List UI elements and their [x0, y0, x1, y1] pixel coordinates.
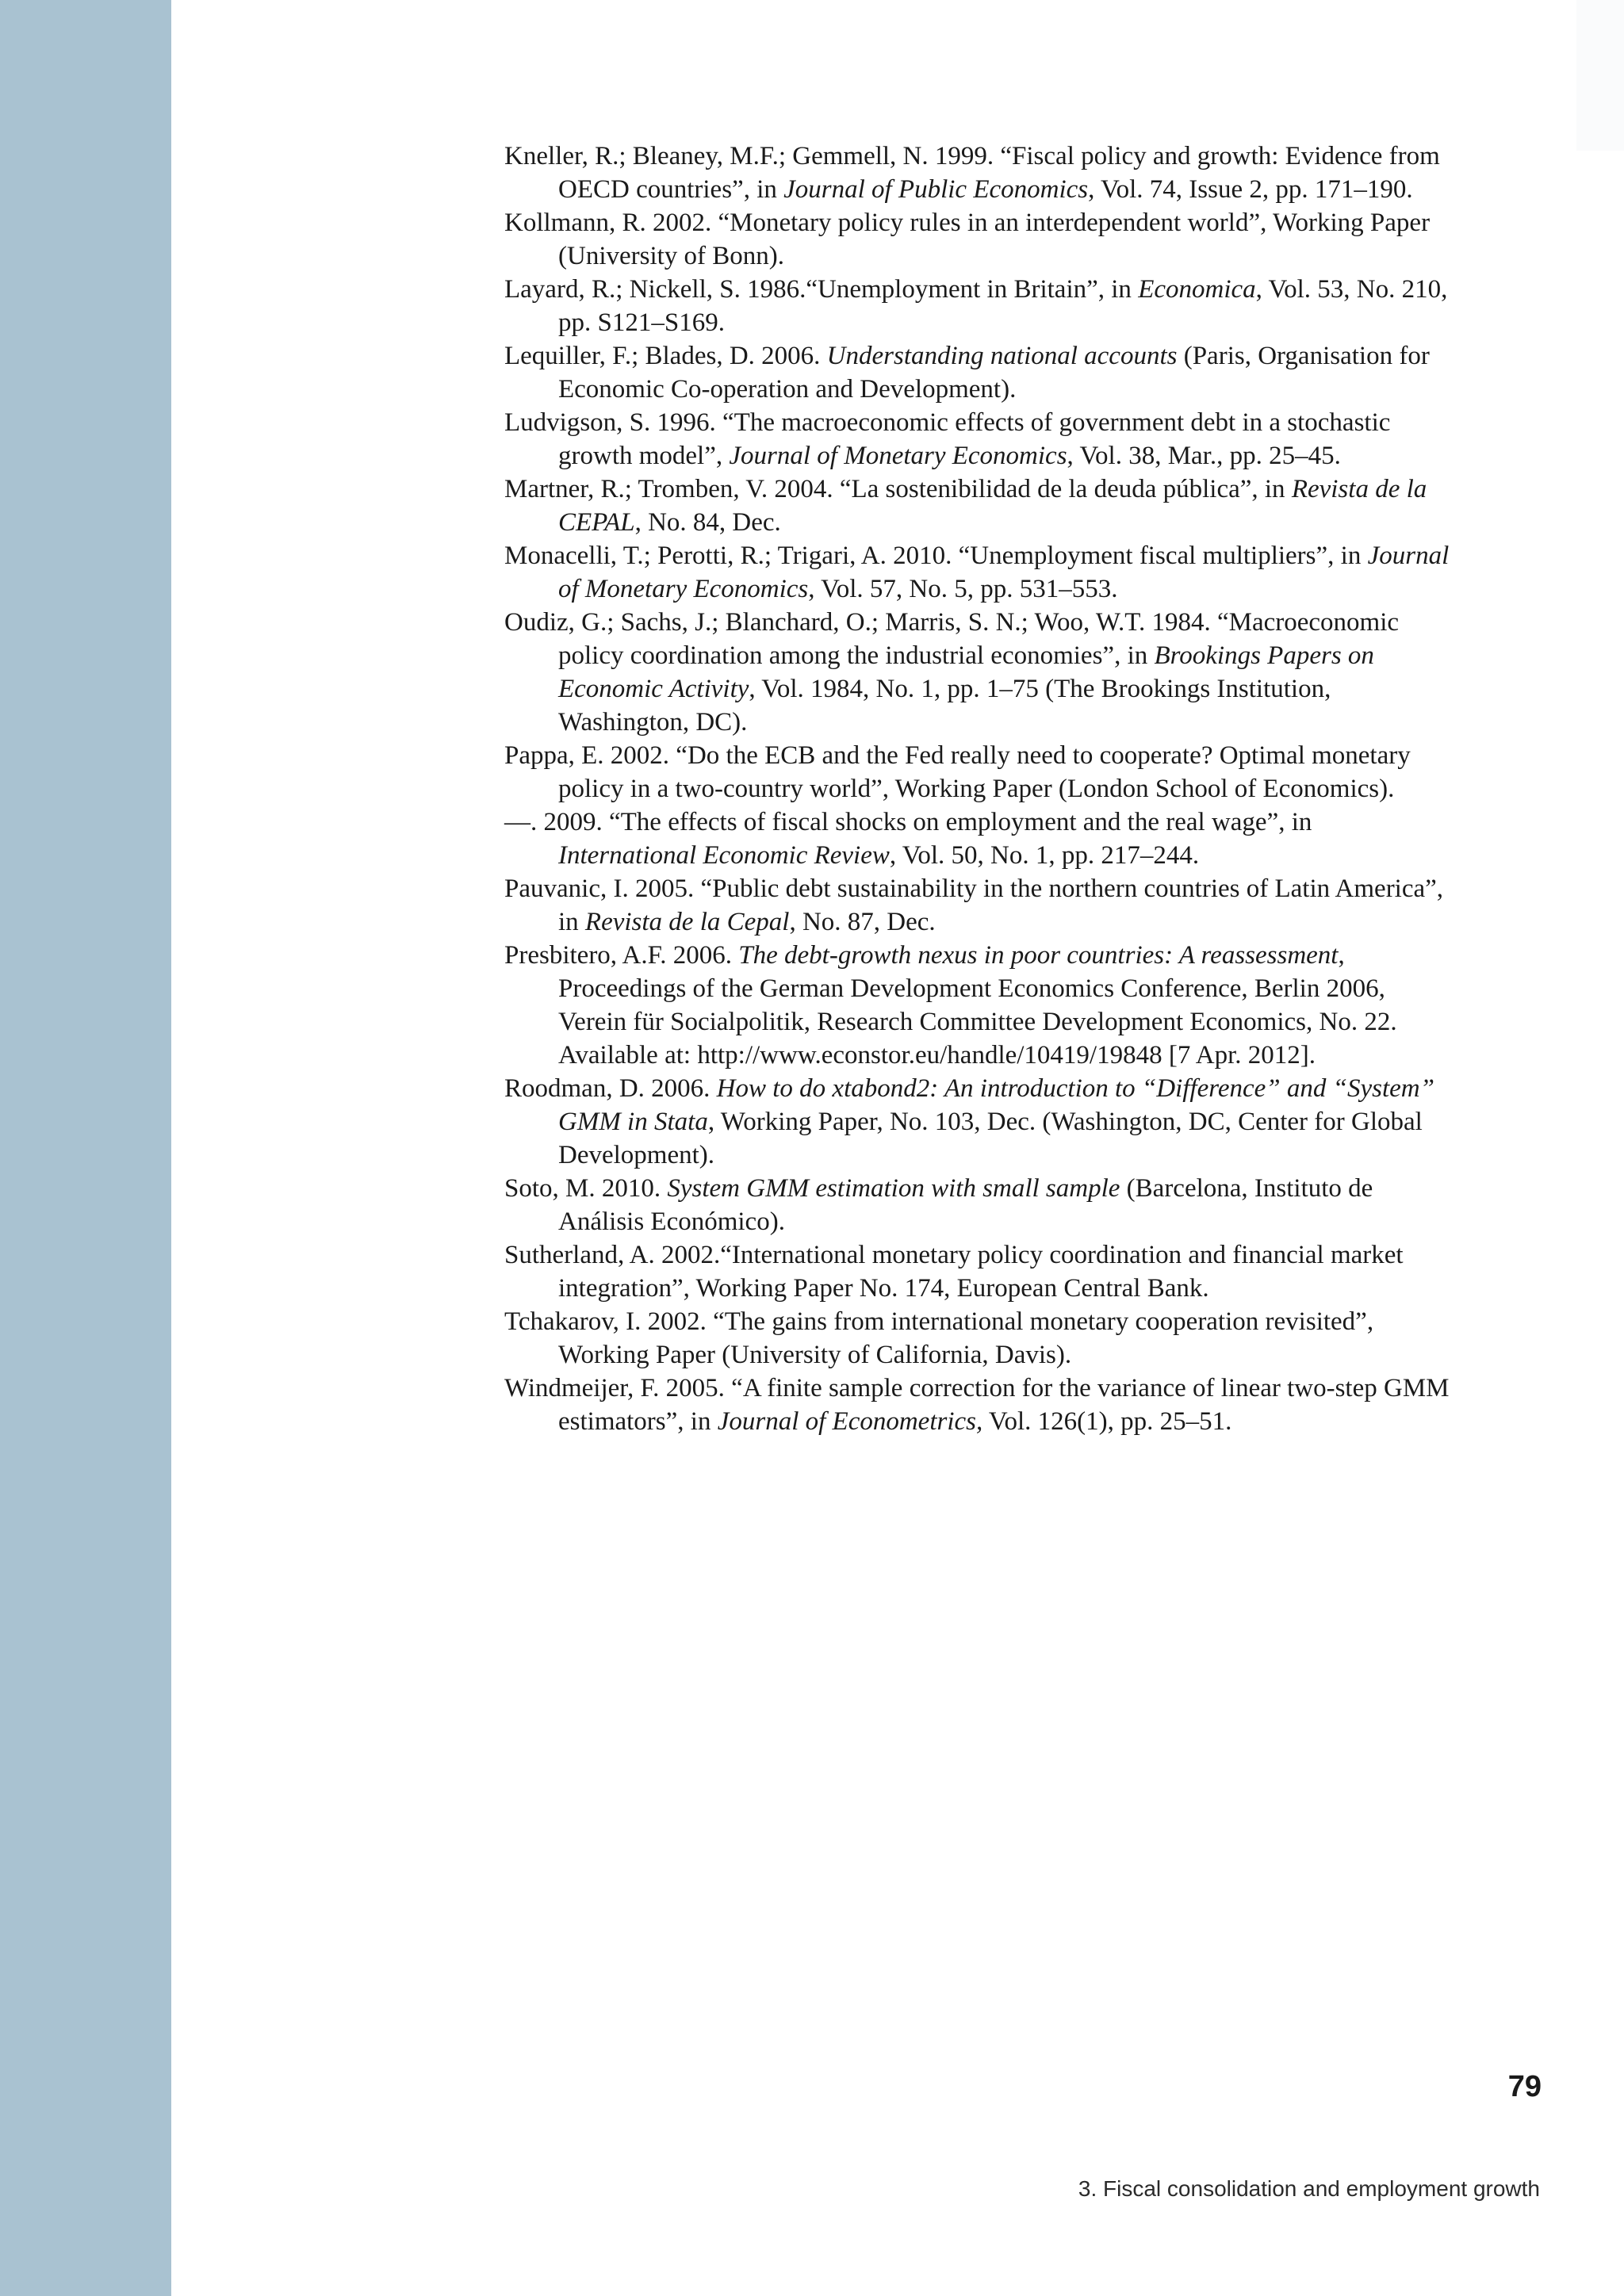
reference-details: , Vol. 74, Issue 2, pp. 171–190. — [1088, 175, 1413, 204]
reference-item — [504, 273, 1456, 339]
reference-item — [504, 939, 1456, 1072]
reference-details: (Paris, Organisation for Economic Co-operation and Development). — [558, 342, 1430, 404]
reference-text: Sutherland, A. 2002.“International monetary policy coordination and financial market integration”, Working Paper No. 174, European Central Bank. — [504, 1241, 1404, 1303]
reference-details: Vol. 126(1), pp. 25–51. — [982, 1407, 1232, 1436]
corner-shade — [1576, 0, 1624, 151]
reference-details: , Vol. 53, No. 210, pp. S121–S169. — [558, 275, 1448, 337]
reference-item — [504, 872, 1456, 939]
reference-source-title: Journal of Public Economics — [783, 175, 1089, 204]
reference-item — [504, 473, 1456, 539]
reference-source-title: Economica — [1138, 275, 1256, 304]
reference-item — [504, 339, 1456, 406]
reference-item — [504, 806, 1456, 872]
reference-details: (Barcelona, Instituto de Análisis Económico). — [558, 1174, 1373, 1236]
reference-source-title: Understanding national accounts — [826, 342, 1178, 370]
reference-text: Monacelli, T.; Perotti, R.; Trigari, A. 2010. “Unemployment fiscal multipliers”, in — [504, 541, 1368, 570]
reference-item — [504, 1072, 1456, 1172]
reference-source-title: The debt-growth nexus in poor countries: A reassessment — [738, 941, 1339, 970]
reference-details: , Working Paper, No. 103, Dec. (Washington, DC, Center for Global Development). — [558, 1108, 1423, 1169]
reference-item — [504, 140, 1456, 206]
reference-details: , Vol. 50, No. 1, pp. 217–244. — [889, 841, 1200, 870]
reference-text: Windmeijer, F. 2005. “A finite sample correction for the variance of linear two-step GMM estimators”, in — [504, 1374, 1450, 1436]
reference-text: Oudiz, G.; Sachs, J.; Blanchard, O.; Marris, S. N.; Woo, W.T. 1984. “Macroeconomic policy coordination among the industrial economies”, in — [504, 608, 1400, 670]
reference-details: , Vol. 38, Mar., pp. 25–45. — [1067, 442, 1341, 470]
reference-source-title: Journal of Econometrics, — [717, 1407, 983, 1436]
reference-details: , No. 84, Dec. — [634, 508, 781, 537]
reference-text: Presbitero, A.F. 2006. — [504, 941, 739, 970]
reference-source-title: Journal of Monetary Economics — [558, 541, 1450, 603]
reference-details: , Vol. 57, No. 5, pp. 531–553. — [808, 575, 1118, 603]
reference-text: Layard, R.; Nickell, S. 1986.“Unemployment in Britain”, in — [504, 275, 1139, 304]
reference-item — [504, 1372, 1456, 1438]
reference-text: Kneller, R.; Bleaney, M.F.; Gemmell, N. 1999. “Fiscal policy and growth: Evidence from OECD countries”, in — [504, 142, 1440, 204]
reference-text: Tchakarov, I. 2002. “The gains from international monetary cooperation revisited”, Working Paper (University of California, Davis). — [504, 1307, 1374, 1369]
reference-item — [504, 1172, 1456, 1238]
reference-text: Roodman, D. 2006. — [504, 1074, 717, 1103]
reference-source-title: International Economic Review — [558, 841, 890, 870]
reference-source-title: Journal of Monetary Economics — [729, 442, 1067, 470]
reference-text: Ludvigson, S. 1996. “The macroeconomic effects of government debt in a stochastic growth model”, — [504, 408, 1391, 470]
reference-details: , Vol. 1984, No. 1, pp. 1–75 (The Brookings Institution, Washington, DC). — [558, 675, 1331, 737]
reference-text: Kollmann, R. 2002. “Monetary policy rules in an interdependent world”, Working Paper (University of Bonn). — [504, 209, 1431, 270]
reference-item — [504, 206, 1456, 273]
reference-item — [504, 606, 1456, 739]
reference-source-title: How to do xtabond2: An introduction to “Difference” and “System” GMM in Stata — [558, 1074, 1434, 1136]
reference-text: Pauvanic, I. 2005. “Public debt sustainability in the northern countries of Latin America”, in — [504, 874, 1444, 936]
reference-item — [504, 1305, 1456, 1372]
reference-item — [504, 539, 1456, 606]
reference-details: , Proceedings of the German Development Economics Conference, Berlin 2006, Verein für Socialpolitik, Research Committee Development Economics, No. 22. Available at: http://www.econstor.eu/handle/10419/19848 [7 Apr. 2012]. — [558, 941, 1397, 1070]
reference-text: —. 2009. “The effects of fiscal shocks on employment and the real wage”, in — [504, 808, 1312, 836]
reference-source-title: Brookings Papers on Economic Activity — [558, 641, 1374, 703]
reference-item — [504, 739, 1456, 806]
reference-text: Pappa, E. 2002. “Do the ECB and the Fed really need to cooperate? Optimal monetary policy in a two-country world”, Working Paper (London School of Economics). — [504, 741, 1411, 803]
reference-source-title: Revista de la CEPAL — [558, 475, 1427, 537]
reference-item — [504, 1238, 1456, 1305]
reference-list — [504, 140, 1456, 1438]
side-color-band — [0, 0, 171, 2296]
reference-item — [504, 406, 1456, 473]
reference-text: Martner, R.; Tromben, V. 2004. “La sostenibilidad de la deuda pública”, in — [504, 475, 1292, 503]
reference-source-title: Revista de la Cepal — [584, 908, 790, 936]
reference-source-title: System GMM estimation with small sample — [667, 1174, 1120, 1203]
reference-text: Lequiller, F.; Blades, D. 2006. — [504, 342, 827, 370]
chapter-running-footer: 3. Fiscal consolidation and employment growth — [1078, 2176, 1540, 2201]
page-number: 79 — [1507, 2070, 1542, 2103]
reference-text: Soto, M. 2010. — [504, 1174, 668, 1203]
reference-details: , No. 87, Dec. — [789, 908, 936, 936]
